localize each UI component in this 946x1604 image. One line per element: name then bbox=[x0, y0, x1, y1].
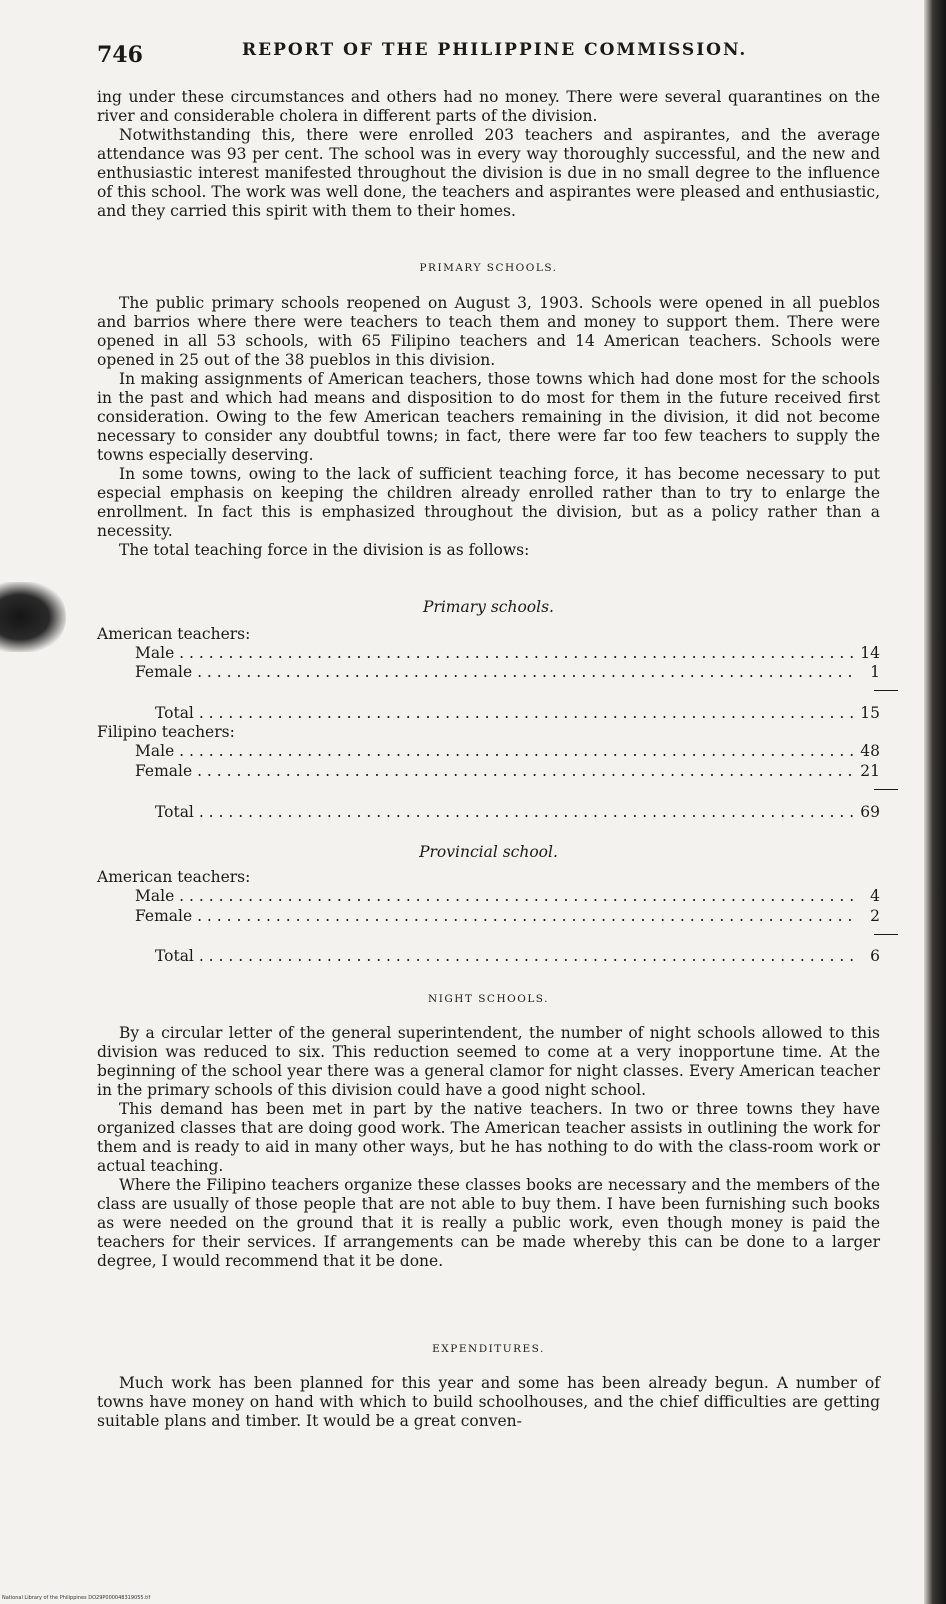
paragraph: Where the Filipino teachers organize these classes books are necessary and the members of the class are usually of those people that are not able to buy them. I have been furnishing such books as were needed on the ground that it is really a public work, even though money is paid the teachers for their services. If arrangements can be made whereby this can be done to a larger degree, I would recommend that it be done. bbox=[97, 1176, 880, 1270]
row-value: 48 bbox=[854, 741, 880, 761]
scan-footer: National Library of the Philippines DO29P000048319055.tif bbox=[2, 1595, 151, 1601]
paragraph: Much work has been planned for this year and some has been already begun. A number of towns have money on hand with which to build schoolhouses, and the chief difficulties are getting suitable plans and timber. It would be a great conven- bbox=[97, 1374, 880, 1430]
table-row bbox=[97, 886, 880, 906]
sum-rule bbox=[874, 690, 898, 691]
intro-text bbox=[97, 88, 880, 221]
page-number: 746 bbox=[97, 42, 143, 68]
paragraph: In making assignments of American teachers, those towns which had done most for the schools in the past and which had means and disposition to do most for them in the future received first consideration. Owing to the few American teachers remaining in the division, it did not become necessary to consider any doubtful towns; in fact, there were far too few teachers to supply the towns especially deserving. bbox=[97, 370, 880, 464]
row-label: Total . . . bbox=[155, 703, 854, 723]
scan-smudge bbox=[0, 582, 66, 652]
running-header bbox=[97, 36, 877, 72]
sum-rule bbox=[874, 934, 898, 935]
table-row bbox=[97, 906, 880, 926]
book-spine-shadow bbox=[924, 0, 946, 1604]
table-row-total bbox=[97, 946, 880, 966]
row-value: 69 bbox=[854, 802, 880, 822]
row-label: Female . . . bbox=[135, 662, 854, 682]
table-row bbox=[97, 662, 880, 682]
row-value: 15 bbox=[854, 703, 880, 723]
row-label: Female . . . bbox=[135, 761, 854, 781]
table-caption-provincial: Provincial school. bbox=[419, 843, 558, 861]
night-text bbox=[97, 1024, 880, 1271]
paragraph: Notwithstanding this, there were enrolled 203 teachers and aspirantes, and the average attendance was 93 per cent. The school was in every way thoroughly successful, and the new and enthusiastic interest manifested throughout the division is due in no small degree to the influence of this school. The work was well done, the teachers and aspirantes were pleased and enthusiastic, and they carried this spirit with them to their homes. bbox=[97, 126, 880, 220]
row-label: Total . . . bbox=[155, 946, 854, 966]
row-label: Total . . . bbox=[155, 802, 854, 822]
section-heading-night: NIGHT SCHOOLS. bbox=[428, 993, 549, 1005]
row-value: 4 bbox=[854, 886, 880, 906]
row-label: Female . . . bbox=[135, 906, 854, 926]
row-value: 14 bbox=[854, 643, 880, 663]
expenditures-text bbox=[97, 1374, 880, 1431]
row-value: 1 bbox=[854, 662, 880, 682]
table-row bbox=[97, 643, 880, 663]
paragraph: The public primary schools reopened on August 3, 1903. Schools were opened in all pueblos and barrios where there were teachers to teach them and money to support them. There were opened in all 53 schools, with 65 Filipino teachers and 14 American teachers. Schools were opened in 25 out of the 38 pueblos in this division. bbox=[97, 294, 880, 369]
table-row-total bbox=[97, 703, 880, 723]
primary-text bbox=[97, 294, 880, 560]
section-heading-expenditures: EXPENDITURES. bbox=[432, 1343, 545, 1355]
table-row bbox=[97, 741, 880, 761]
row-value: 2 bbox=[854, 906, 880, 926]
row-label: Male . . . bbox=[135, 886, 854, 906]
group-label-filipino: Filipino teachers: bbox=[97, 723, 235, 741]
running-title: REPORT OF THE PHILIPPINE COMMISSION. bbox=[242, 40, 748, 60]
row-value: 21 bbox=[854, 761, 880, 781]
table-caption-primary: Primary schools. bbox=[423, 598, 554, 616]
table-row-total bbox=[97, 802, 880, 822]
paragraph: The total teaching force in the division is as follows: bbox=[119, 541, 530, 559]
paragraph: ing under these circumstances and others had no money. There were several quarantines on the river and considerable cholera in different parts of the division. bbox=[97, 88, 880, 125]
group-label-american: American teachers: bbox=[97, 868, 251, 886]
table-row bbox=[97, 761, 880, 781]
paragraph: This demand has been met in part by the native teachers. In two or three towns they have organized classes that are doing good work. The American teacher assists in outlining the work for them and is ready to aid in many other ways, but he has nothing to do with the class-room work or actual teaching. bbox=[97, 1100, 880, 1175]
paragraph: In some towns, owing to the lack of sufficient teaching force, it has become necessary to put especial emphasis on keeping the children already enrolled rather than to try to enlarge the enrollment. In fact this is emphasized throughout the division, but as a policy rather than a necessity. bbox=[97, 465, 880, 540]
paragraph: By a circular letter of the general superintendent, the number of night schools allowed to this division was reduced to six. This reduction seemed to come at a very inopportune time. At the beginning of the school year there was a general clamor for night classes. Every American teacher in the primary schools of this division could have a good night school. bbox=[97, 1024, 880, 1099]
section-heading-primary: PRIMARY SCHOOLS. bbox=[419, 262, 558, 274]
row-label: Male . . . bbox=[135, 643, 854, 663]
row-value: 6 bbox=[854, 946, 880, 966]
row-label: Male . . . bbox=[135, 741, 854, 761]
sum-rule bbox=[874, 789, 898, 790]
group-label-american: American teachers: bbox=[97, 625, 251, 643]
